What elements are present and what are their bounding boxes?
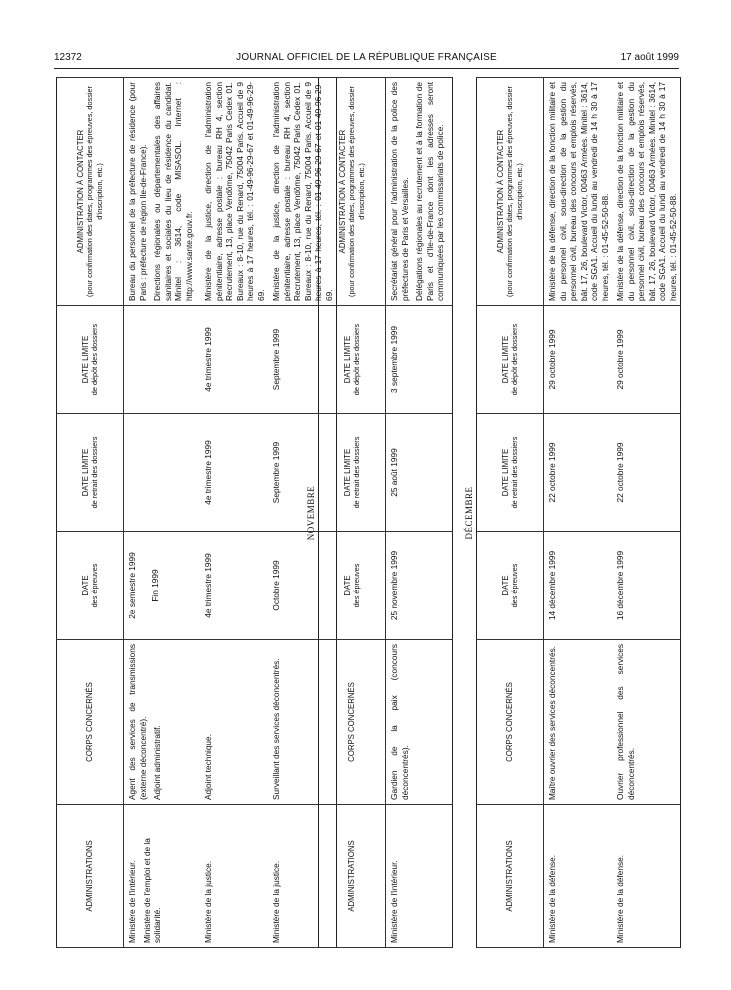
col-date-sub: des épreuves — [352, 563, 361, 608]
col-contact-label: ADMINISTRATION À CONTACTER — [337, 129, 347, 254]
page-number: 12372 — [54, 52, 82, 63]
col-depot-sub: de dépôt des dossiers — [352, 323, 361, 396]
table-row — [544, 78, 613, 948]
section-title-novembre: NOVEMBRE — [306, 485, 316, 541]
cell-contact: Ministère de la justice, direction de l'administration pénitentiaire, adresse postale : bureau RH 4, section Recrutement, 13, place Vendôme, 75042 Paris Cedex 01. Bureaux : 8-10, rue du Renard, 75004 Paris. Accueil de 9 heures à 17 heures, tél. : 01-49-96-29-67 et 01-49-96-29-69. — [200, 78, 268, 306]
table-row — [200, 78, 268, 948]
cell-date: 25 novembre 1999 — [386, 532, 453, 640]
cell-retrait: 22 octobre 1999 — [612, 414, 681, 532]
col-date-label: DATE — [500, 575, 510, 596]
table-row — [124, 78, 201, 948]
corps-text: Adjoint administratif. — [152, 725, 162, 800]
cell-admin: Ministère de l'intérieur. — [386, 805, 453, 948]
col-depot-sub: de dépôt des dossiers — [90, 323, 99, 396]
cell-retrait: Septembre 1999 — [268, 414, 337, 532]
cell-date: 14 décembre 1999 — [544, 532, 613, 640]
table-header-row — [57, 78, 124, 948]
col-administrations: ADMINISTRATIONS — [477, 805, 544, 948]
col-depot-label: DATE LIMITE — [500, 335, 510, 384]
col-retrait-sub: de retrait des dossiers — [352, 436, 361, 509]
col-date — [57, 532, 124, 640]
col-contact-label: ADMINISTRATION À CONTACTER — [75, 129, 85, 254]
cell-depot — [124, 306, 201, 414]
table-row — [612, 78, 681, 948]
cell-contact — [124, 78, 201, 306]
col-corps: CORPS CONCERNÉS — [57, 640, 124, 805]
col-corps: CORPS CONCERNÉS — [477, 640, 544, 805]
col-contact-sub: (pour confirmation des dates, programmes des épreuves, dossier d'inscription, etc.) — [505, 86, 524, 297]
cell-depot: 4e trimestre 1999 — [200, 306, 268, 414]
col-depot — [57, 306, 124, 414]
issue-date: 17 août 1999 — [620, 52, 679, 63]
corps-text: Agent des services de transmissions (externe déconcentré). — [127, 644, 148, 800]
col-contact-sub: (pour confirmation des dates, programmes des épreuves, dossier d'inscription, etc.) — [85, 86, 104, 297]
col-depot-label: DATE LIMITE — [342, 335, 352, 384]
table-header-row — [477, 78, 544, 948]
cell-contact: Ministère de la justice, direction de l'administration pénitentiaire, adresse postale : bureau RH 4, section Recrutement, 13, place Vendôme, 75042 Paris Cedex 01. Bureaux : 8-10, rue du Renard, 75004 Paris. Accueil de 9 heures à 17 heures, tél. : 01-49-96-29-67 et 01-49-96-29-69. — [268, 78, 337, 306]
cell-depot: 3 septembre 1999 — [386, 306, 453, 414]
col-retrait-sub: de retrait des dossiers — [90, 436, 99, 509]
cell-contact: Ministère de la défense, direction de la fonction militaire et du personnel civil, sous-direction de la gestion du personnel civil, bureau des concours et emplois réservés, bât. 17, 26, boulevard Victor, 00463 Armées. Minitel : 3614, code SGA1. Accueil du lundi au vendredi de 14 h 30 à 17 heures, tél. : 01-45-52-50-88. — [612, 78, 681, 306]
cell-admin: Ministère de la défense. — [612, 805, 681, 948]
cell-admin: Ministère de la défense. — [544, 805, 613, 948]
col-retrait — [57, 414, 124, 532]
col-retrait-label: DATE LIMITE — [80, 448, 90, 497]
table-decembre — [476, 77, 681, 948]
cell-retrait — [124, 414, 201, 532]
cell-corps — [124, 640, 201, 805]
contact-text: Secrétariat général pour l'administration de la police des préfectures de Paris et Versailles. — [389, 82, 410, 301]
header-rule — [54, 68, 679, 69]
cell-corps: Gardien de la paix (concours déconcentrés). — [386, 640, 453, 805]
journal-title: JOURNAL OFFICIEL DE LA RÉPUBLIQUE FRANÇAISE — [236, 52, 497, 63]
cell-admin: Ministère de la justice. — [268, 805, 337, 948]
date-text: 2e semestre 1999 — [127, 552, 137, 619]
cell-date: 4e trimestre 1999 — [200, 532, 268, 640]
col-date-label: DATE — [342, 575, 352, 596]
cell-contact: Ministère de la défense, direction de la fonction militaire et du personnel civil, sous-direction de la gestion du personnel civil, bureau des concours et emplois réservés, bât. 17, 26, boulevard Victor, 00463 Armées. Minitel : 3614, code SGA1. Accueil du lundi au vendredi de 14 h 30 à 17 heures, tél. : 01-45-52-50-88. — [544, 78, 613, 306]
col-date-label: DATE — [80, 575, 90, 596]
table-novembre — [318, 77, 453, 948]
cell-corps: Ouvrier professionnel des services déconcentrés. — [612, 640, 681, 805]
col-retrait-label: DATE LIMITE — [342, 448, 352, 497]
col-retrait — [477, 414, 544, 532]
col-depot — [477, 306, 544, 414]
cell-corps: Maître ouvrier des services déconcentrés. — [544, 640, 613, 805]
col-administrations: ADMINISTRATIONS — [319, 805, 386, 948]
contact-text: Délégations régionales au recrutement et à la formation de Paris et d'Ile-de-France dont les adresses seront communiquées par les commissariats de police. — [414, 82, 445, 301]
cell-depot: 29 octobre 1999 — [544, 306, 613, 414]
col-depot-label: DATE LIMITE — [80, 335, 90, 384]
date-text: Fin 1999 — [149, 569, 160, 602]
page-header — [54, 52, 679, 68]
col-contact — [57, 78, 124, 306]
col-contact — [319, 78, 386, 306]
col-date-sub: des épreuves — [510, 563, 519, 608]
cell-retrait: 4e trimestre 1999 — [200, 414, 268, 532]
cell-depot: 29 octobre 1999 — [612, 306, 681, 414]
cell-retrait: 22 octobre 1999 — [544, 414, 613, 532]
col-retrait-sub: de retrait des dossiers — [510, 436, 519, 509]
contact-text: Directions régionales ou départementales des affaires sanitaires et sociales du lieu de résidence du candidat. Minitel : 3614, code MISASOL. Internet : http://www.sante.gouv.fr. — [152, 82, 194, 301]
admin-text: Ministère de l'intérieur. — [127, 860, 137, 943]
cell-date: 16 décembre 1999 — [612, 532, 681, 640]
cell-admin: Ministère de la justice. — [200, 805, 268, 948]
col-date — [319, 532, 386, 640]
col-depot — [319, 306, 386, 414]
col-date-sub: des épreuves — [90, 563, 99, 608]
col-corps: CORPS CONCERNÉS — [319, 640, 386, 805]
rotated-page-body — [56, 78, 676, 948]
col-administrations: ADMINISTRATIONS — [57, 805, 124, 948]
table-row — [386, 78, 453, 948]
col-retrait-label: DATE LIMITE — [500, 448, 510, 497]
col-contact — [477, 78, 544, 306]
admin-text: Ministère de l'emploi et de la solidarité. — [141, 838, 162, 943]
section-title-decembre: DÉCEMBRE — [464, 486, 474, 540]
contact-text: Bureau du personnel de la préfecture de résidence (pour Paris : préfecture de région Ile-de-France). — [127, 82, 148, 301]
col-contact-label: ADMINISTRATION À CONTACTER — [495, 129, 505, 254]
cell-depot: Septembre 1999 — [268, 306, 337, 414]
col-retrait — [319, 414, 386, 532]
cell-corps: Adjoint technique. — [200, 640, 268, 805]
col-date — [477, 532, 544, 640]
cell-admin — [124, 805, 201, 948]
cell-corps: Surveillant des services déconcentrés. — [268, 640, 337, 805]
table-unspecified-month — [56, 77, 337, 948]
col-depot-sub: de dépôt des dossiers — [510, 323, 519, 396]
table-header-row — [319, 78, 386, 948]
cell-retrait: 25 août 1999 — [386, 414, 453, 532]
cell-date — [124, 532, 201, 640]
cell-date: Octobre 1999 — [268, 532, 337, 640]
col-contact-sub: (pour confirmation des dates, programmes des épreuves, dossier d'inscription, etc.) — [347, 86, 366, 297]
cell-contact — [386, 78, 453, 306]
